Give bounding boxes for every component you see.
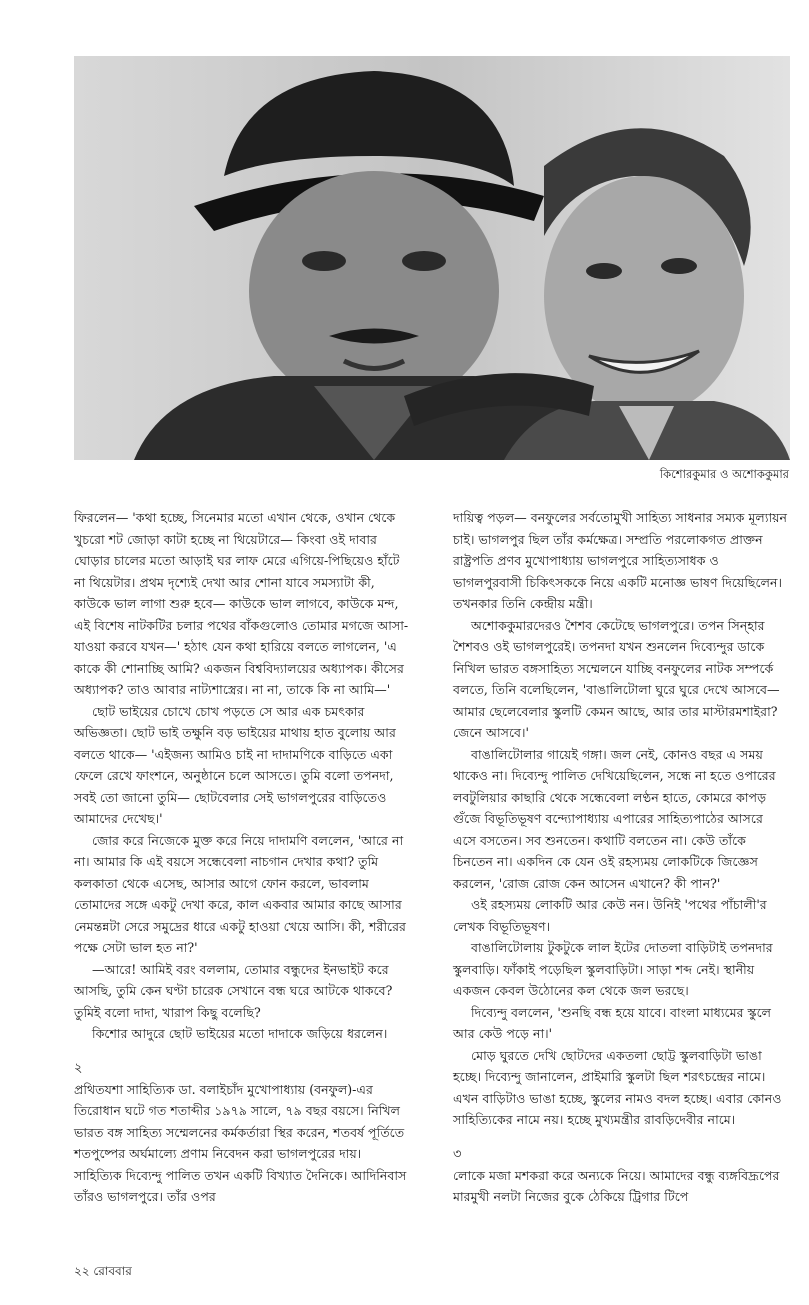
left-column <box>74 507 409 1208</box>
section-number: ২ <box>74 1060 83 1076</box>
section-number: ৩ <box>453 1146 462 1162</box>
paragraph: অশোককুমারদেরও শৈশব কেটেছে ভাগলপুরে। তপন সিন্হার শৈশবও ওই ভাগলপুরেই। তপনদা যখন শুনলেন দিব্যেন্দুর ডাকে নিখিল ভারত বঙ্গসাহিত্য সম্মেলনে যাচ্ছি বনফুলের নাটক সম্পর্কে বলতে, তিনি বলেছিলেন, 'বাঙালিটোলা ঘুরে ঘুরে দেখে আসবে— আমার ছেলেবেলার স্কুলটি কেমন আছে, আর তার মাস্টারমশাইরা? জেনে আসবে।' <box>453 617 780 740</box>
paragraph: মোড় ঘুরতে দেখি ছোটদের একতলা ছোট্ট স্কুলবাড়িটা ভাঙা হচ্ছে। দিব্যেন্দু জানালেন, প্রাইমারি স্কুলটা ছিল শরৎচন্দ্রের নামে। এখন বাড়িটাও ভাঙা হচ্ছে, স্কুলের নামও বদল হচ্ছে। এবার কোনও সাহিত্যিকের নামে নয়। হচ্ছে মুখ্যমন্ত্রীর রাবড়িদেবীর নামে। <box>453 1047 782 1127</box>
page-folio: ২২ রোববার <box>74 1264 132 1278</box>
photo-caption: কিশোরকুমার ও অশোককুমার <box>659 467 789 481</box>
paragraph: প্রথিতযশা সাহিত্যিক ডা. বলাইচাঁদ মুখোপাধ্যায় (বনফুল)-এর তিরোধান ঘটে গত শতাব্দীর ১৯৭৯ সালে, ৭৯ বছর বয়সে। নিখিল ভারত বঙ্গ সাহিত্য সম্মেলনের কর্মকর্তারা স্থির করেন, শতবর্ষ পূর্তিতে শতপুষ্পের অর্ঘমাল্যে প্রণাম নিবেদন করা ভাগলপুরের দায়। সাহিত্যিক দিব্যেন্দু পালিত তখন একটি বিখ্যাত দৈনিকে। আদিনিবাস তাঁরও ভাগলপুরে। তাঁর ওপর <box>74 1081 407 1204</box>
article-photo <box>74 56 790 460</box>
paragraph: কিশোর আদুরে ছোট ভাইয়ের মতো দাদাকে জড়িয়ে ধরলেন। <box>92 1026 388 1041</box>
paragraph: বাঙালিটোলায় টুকটুকে লাল ইটের দোতলা বাড়িটাই তপনদার স্কুলবাড়ি। ফাঁকাই পড়েছিল স্কুলবাড়িটা। সাড়া শব্দ নেই। স্থানীয় একজন কেবল উঠোনের কল থেকে জল ভরছে। <box>453 940 773 998</box>
paragraph: দায়িত্ব পড়ল— বনফুলের সর্বতোমুখী সাহিত্য সাধনার সম্যক মূল্যায়ন চাই। ভাগলপুর ছিল তাঁর কর্মক্ষেত্র। সম্প্রতি পরলোকগত প্রাক্তন রাষ্ট্রপতি প্রণব মুখোপাধ্যায় ভাগলপুরে সাহিত্যসাধক ও ভাগলপুরবাসী চিকিৎসককে নিয়ে একটি মনোজ্ঞ ভাষণ দিয়েছিলেন। তখনকার তিনি কেন্দ্রীয় মন্ত্রী। <box>453 510 788 611</box>
paragraph: লোকে মজা মশকরা করে অন্যকে নিয়ে। আমাদের বন্ধু ব্যঙ্গবিদ্রূপের মারমুখী নলটা নিজের বুকে ঠেকিয়ে ট্রিগার টিপে <box>453 1167 780 1204</box>
paragraph: ওই রহস্যময় লোকটি আর কেউ নন। উনিই 'পথের পাঁচালী'র লেখক বিভূতিভূষণ। <box>453 897 767 934</box>
paragraph: ছোট ভাইয়ের চোখে চোখ পড়তে সে আর এক চমৎকার অভিজ্ঞতা। ছোট ভাই তক্ষুনি বড় ভাইয়ের মাথায় হাত বুলোয় আর বলতে থাকে— 'এইজন্য আমিও চাই না দাদামণিকে বাড়িতে একা ফেলে রেখে ফাংশনে, অনুষ্ঠানে চলে আসতে। তুমি বলো তপনদা, সবই তো জানো তুমি— ছোটবেলার সেই ভাগলপুরের বাড়িতেও আমাদের দেখেছ।' <box>74 703 396 826</box>
paragraph: —আরে! আমিই বরং বললাম, তোমার বন্ধুদের ইনভাইট করে আসছি, তুমি কেন ঘণ্টা চারেক সেখানে বন্ধ ঘরে আটকে থাকবে? তুমিই বলো দাদা, খারাপ কিছু বলেছি? <box>74 961 393 1020</box>
paragraph: জোর করে নিজেকে মুক্ত করে নিয়ে দাদামণি বললেন, 'আরে না না। আমার কি এই বয়সে সন্ধেবেলা নাচগান দেখার কথা? তুমি কলকাতা থেকে এসেছ, আসার আগে ফোন করলে, ভাবলাম তোমাদের সঙ্গে একটু দেখা করে, কাল একবার আমার কাছে আসার নেমন্তন্নটা সেরে সমুদ্রের ধারে একটু হাওয়া খেয়ে আসি। কী, শরীরের পক্ষে সেটা ভাল হত না?' <box>74 832 406 955</box>
right-column <box>453 507 788 1208</box>
paragraph: বাঙালিটোলার গায়েই গঙ্গা। জল নেই, কোনও বছর এ সময় থাকেও না। দিব্যেন্দু পালিত দেখিয়েছিলেন, সন্ধে না হতে ওপারের লবটুলিয়ার কাছারি থেকে সন্ধেবেলা লণ্ঠন হাতে, কোমরে কাপড় গুঁজে বিভূতিভূষণ বন্দ্যোপাধ্যায় এপারের সাহিত্যপাঠের আসরে এসে বসতেন। সব শুনতেন। কথাটি বলতেন না। কেউ তাঁকে চিনতেন না। একদিন কে যেন ওই রহস্যময় লোকটিকে জিজ্ঞেস করলেন, 'রোজ রোজ কেন আসেন এখানে? কী পান?' <box>453 746 776 891</box>
photo-two-men-icon <box>74 56 790 460</box>
paragraph: দিব্যেন্দু বললেন, 'শুনছি বন্ধ হয়ে যাবে। বাংলা মাধ্যমের স্কুলে আর কেউ পড়ে না।' <box>453 1004 772 1041</box>
paragraph: ফিরলেন— 'কথা হচ্ছে, সিনেমার মতো এখান থেকে, ওখান থেকে খুচরো শট জোড়া কাটা হচ্ছে না থিয়েটারে— কিংবা ওই দাবার ঘোড়ার চালের মতো আড়াই ঘর লাফ মেরে এগিয়ে-পিছিয়েও হাঁটে না থিয়েটার। প্রথম দৃশ্যেই দেখা আর শোনা যাবে সমস্যাটা কী, কাউকে ভাল লাগা শুরু হবে— কাউকে ভাল লাগবে, কাউকে মন্দ, এই বিশেষ নাটকটির চলার পথের বাঁকগুলোও তোমার মগজে আসা-যাওয়া করবে যখন—' হঠাৎ যেন কথা হারিয়ে বলতে লাগলেন, 'এ কাকে কী শোনাচ্ছি আমি? একজন বিশ্ববিদ্যালয়ের অধ্যাপক। কীসের অধ্যাপক? তাও আবার নাট্যশাস্ত্রের। না না, তাকে কি না আমি—' <box>74 510 409 697</box>
